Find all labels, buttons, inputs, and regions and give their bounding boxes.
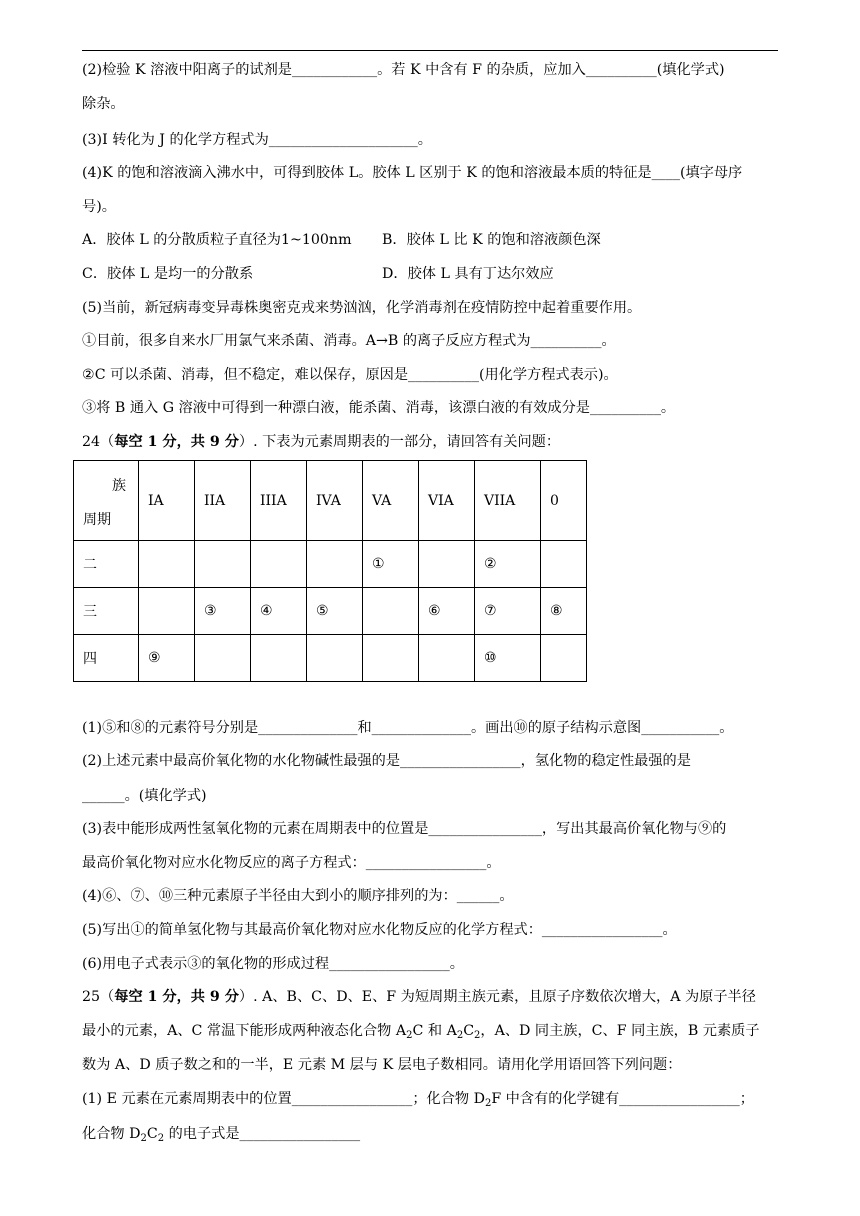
subscript: 2	[456, 1030, 464, 1041]
q23-part2-line2: 除杂。	[82, 96, 125, 112]
q25-text: ）. A、B、C、D、E、F 为短周期主族元素，且原子序数依次增大，A 为原子半径	[238, 989, 756, 1005]
q23-part5-sub2: ②C 可以杀菌、消毒，但不稳定，难以保存，原因是__________(用化学方程式表示)。	[82, 367, 618, 383]
q25-question1-line1	[82, 1089, 754, 1109]
table-cell: ⑦	[475, 588, 541, 635]
table-cell: ⑧	[541, 588, 587, 635]
q24-question3-line1: (3)表中能形成两性氢氧化物的元素在周期表中的位置是________________，写出其最高价氧化物与⑨的	[82, 821, 727, 837]
q24-question3-line2: 最高价氧化物对应水化物反应的离子方程式：_________________。	[82, 855, 501, 871]
table-cell	[251, 635, 307, 682]
q25-line1	[82, 987, 756, 1007]
table-cell	[195, 635, 251, 682]
option-d: D．胶体 L 具有丁达尔效应	[382, 266, 554, 282]
q23-part5-sub3: ③将 B 通入 G 溶液中可得到一种漂白液，能杀菌、消毒，该漂白液的有效成分是__________。	[82, 400, 676, 416]
table-cell	[307, 635, 363, 682]
table-cell: ⑨	[139, 635, 195, 682]
table-row	[74, 541, 587, 588]
q24-intro: ）. 下表为元素周期表的一部分，请回答有关问题：	[238, 434, 561, 450]
table-cell	[307, 541, 363, 588]
q24-question6: (6)用电子式表示③的氧化物的形成过程_________________。	[82, 956, 464, 972]
table-cell	[363, 635, 419, 682]
subscript: 2	[406, 1030, 413, 1041]
table-cell: ②	[475, 541, 541, 588]
table-row	[74, 588, 587, 635]
q23-part5-sub1: ①目前，很多自来水厂用氯气来杀菌、消毒。A→B 的离子反应方程式为__________。	[82, 333, 616, 349]
subscript: 2	[157, 1133, 165, 1144]
table-cell	[139, 588, 195, 635]
q25-text: F 中含有的化学键有_________________；	[491, 1091, 754, 1107]
period-label: 四	[74, 635, 139, 682]
group-header: VIIA	[475, 461, 541, 541]
table-cell: ①	[363, 541, 419, 588]
q25-text: 最小的元素，A、C 常温下能形成两种液态化合物 A	[82, 1023, 407, 1039]
q25-number: 25（	[82, 989, 115, 1005]
group-header: IA	[139, 461, 195, 541]
q25-question1-line2	[82, 1124, 360, 1144]
periodic-table	[73, 460, 587, 682]
q25-text: ，A、D 同主族，C、F 同主族，B 元素质子	[480, 1023, 760, 1039]
table-cell: ⑤	[307, 588, 363, 635]
table-header-row	[74, 461, 587, 541]
table-cell	[139, 541, 195, 588]
subscript: 2	[140, 1133, 147, 1144]
period-label: 三	[74, 588, 139, 635]
q23-part5-intro: (5)当前，新冠病毒变异毒株奥密克戎来势汹汹，化学消毒剂在疫情防控中起着重要作用。	[82, 300, 642, 316]
table-cell: ④	[251, 588, 307, 635]
q23-part4-line1: (4)K 的饱和溶液滴入沸水中，可得到胶体 L。胶体 L 区别于 K 的饱和溶液最本质的特征是____(填字母序	[82, 165, 743, 181]
period-label: 二	[74, 541, 139, 588]
q24-heading	[82, 432, 560, 452]
q24-score: 每空 1 分，共 9 分	[114, 434, 239, 450]
q25-text: 的电子式是_________________	[164, 1126, 361, 1142]
q24-number: 24（	[82, 434, 115, 450]
table-cell	[251, 541, 307, 588]
subscript: 2	[474, 1030, 481, 1041]
option-c: C．胶体 L 是均一的分散系	[82, 266, 254, 282]
q24-question1: (1)⑤和⑧的元素符号分别是______________和______________。画出⑩的原子结构示意图___________。	[82, 720, 734, 736]
group-header: 0	[541, 461, 587, 541]
group-header: IVA	[307, 461, 363, 541]
q24-question2-line2: ______。(填化学式)	[82, 788, 207, 804]
corner-group-label: 族	[112, 478, 126, 494]
q25-score: 每空 1 分，共 9 分	[114, 989, 239, 1005]
q25-line3: 数为 A、D 质子数之和的一半，E 元素 M 层与 K 层电子数相同。请用化学用语回答下列问题：	[82, 1057, 682, 1073]
table-cell	[419, 635, 475, 682]
group-header: VIA	[419, 461, 475, 541]
group-header: IIA	[195, 461, 251, 541]
top-rule	[82, 50, 778, 51]
option-a: A．胶体 L 的分散质粒子直径为1~100nm	[82, 232, 352, 248]
table-cell	[541, 541, 587, 588]
q24-question4: (4)⑥、⑦、⑩三种元素原子半径由大到小的顺序排列的为：______。	[82, 888, 514, 904]
q25-text: C	[146, 1126, 158, 1142]
q24-question5: (5)写出①的简单氢化物与其最高价氧化物对应水化物反应的化学方程式：_________________。	[82, 922, 677, 938]
table-cell: ⑥	[419, 588, 475, 635]
table-cell	[419, 541, 475, 588]
table-cell	[541, 635, 587, 682]
table-corner-cell	[74, 461, 139, 541]
q25-text: 化合物 D	[82, 1126, 141, 1142]
table-cell: ⑩	[475, 635, 541, 682]
q25-line2	[82, 1021, 760, 1041]
subscript: 2	[484, 1098, 492, 1109]
q24-question2-line1: (2)上述元素中最高价氧化物的水化物碱性最强的是_________________，氢化物的稳定性最强的是	[82, 753, 691, 769]
q23-part4-line2: 号)。	[82, 199, 116, 215]
q25-text: (1) E 元素在元素周期表中的位置_________________；化合物 D	[82, 1091, 485, 1107]
table-cell	[195, 541, 251, 588]
group-header: IIIA	[251, 461, 307, 541]
q25-text: C 和 A	[412, 1023, 457, 1039]
option-b: B．胶体 L 比 K 的饱和溶液颜色深	[382, 232, 601, 248]
q23-part3: (3)I 转化为 J 的化学方程式为_____________________。	[82, 132, 432, 148]
q25-text: C	[463, 1023, 475, 1039]
corner-period-label: 周期	[83, 512, 111, 528]
table-row	[74, 635, 587, 682]
table-cell: ③	[195, 588, 251, 635]
q23-part2-line1: (2)检验 K 溶液中阳离子的试剂是____________。若 K 中含有 F 的杂质，应加入__________(填化学式)	[82, 62, 725, 78]
group-header: VA	[363, 461, 419, 541]
table-cell	[363, 588, 419, 635]
